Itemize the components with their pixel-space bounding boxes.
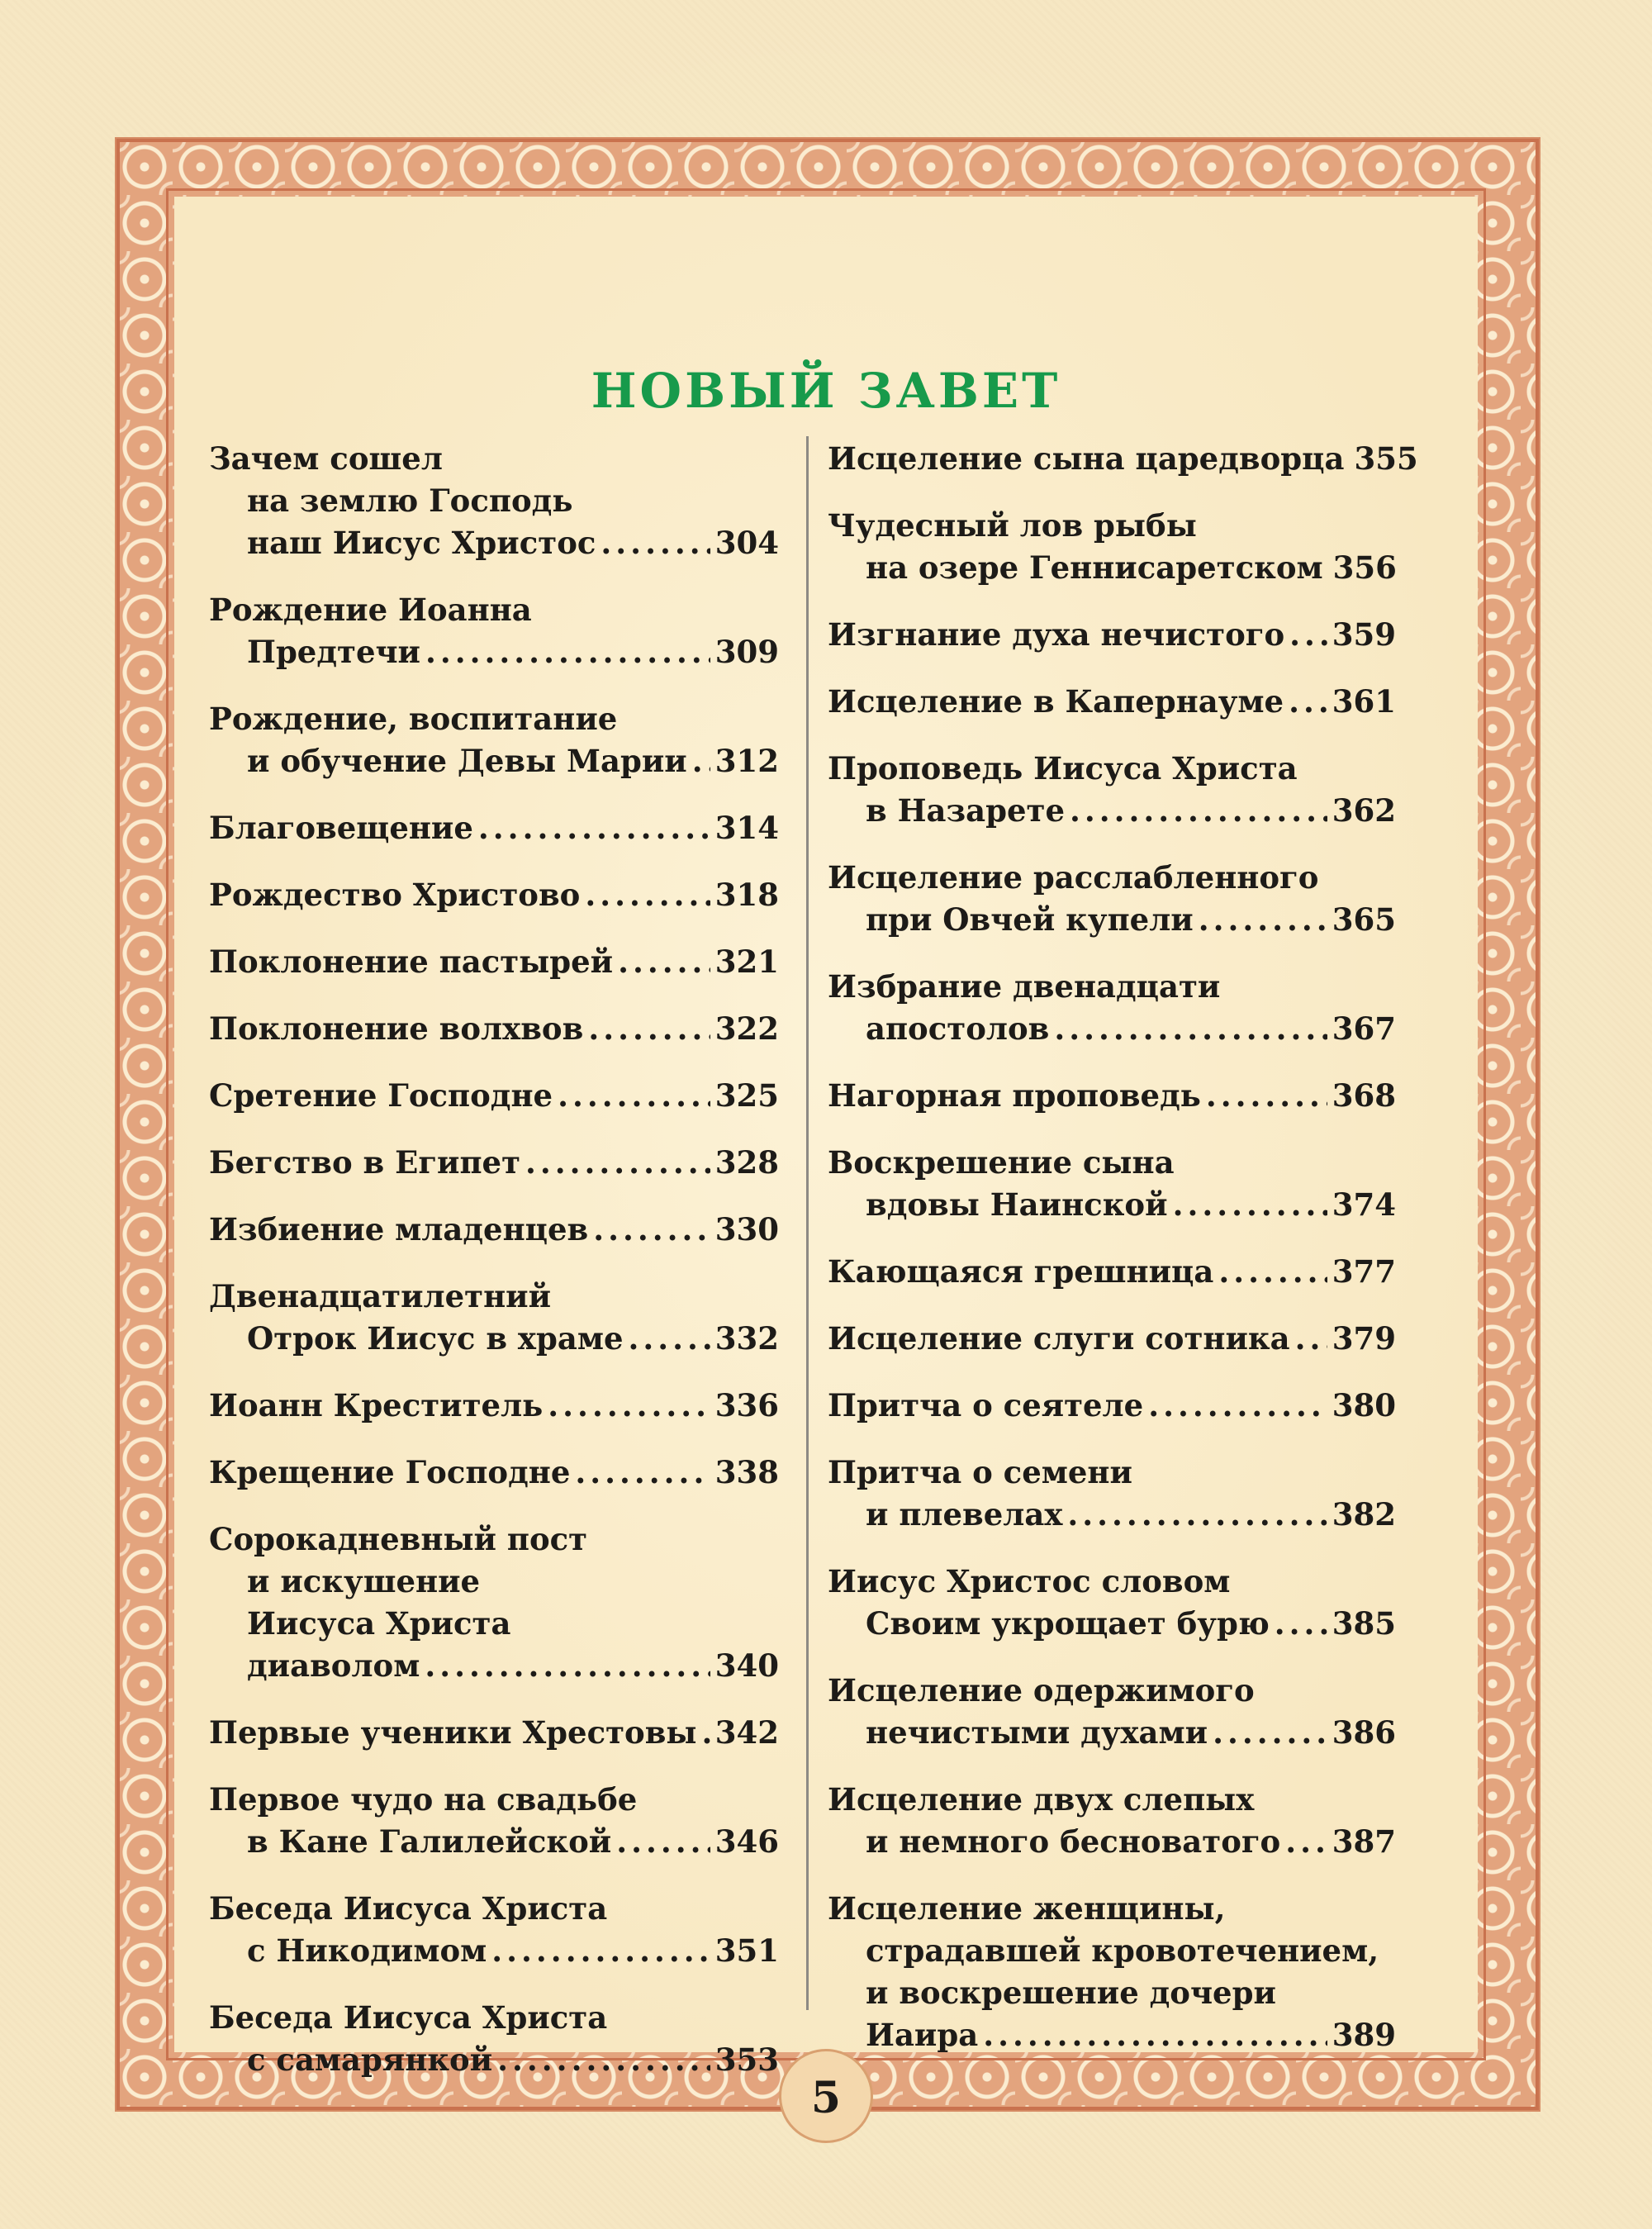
toc-entry-line: [209, 1385, 779, 1427]
dot-leader: [692, 740, 710, 782]
toc-entry-line: [828, 748, 1396, 790]
toc-entry-line: [209, 1008, 779, 1050]
toc-entry-title: в Кане Галилейской: [247, 1823, 612, 1860]
toc-entry[interactable]: [209, 1997, 779, 2081]
dot-leader: [1173, 1184, 1327, 1226]
dot-leader: [1199, 899, 1327, 941]
toc-entry-page: 377: [1332, 1253, 1396, 1290]
toc-entry[interactable]: [209, 1276, 779, 1360]
dot-leader: [1295, 1318, 1327, 1360]
toc-entry-title: Зачем сошел: [209, 440, 443, 477]
toc-entry-title: с Никодимом: [247, 1932, 487, 1969]
dot-leader: [1218, 1251, 1327, 1293]
toc-entry-line: [828, 857, 1396, 899]
dot-leader: [1289, 681, 1327, 723]
toc-entry-page: 340: [714, 1647, 779, 1684]
toc-entry-page: 362: [1332, 792, 1396, 829]
toc-entry[interactable]: [209, 941, 779, 983]
dot-leader: [497, 2039, 710, 2081]
toc-entry-title: Иисус Христос словом: [828, 1563, 1231, 1599]
page-number: 5: [779, 2049, 873, 2143]
dot-leader: [425, 1645, 710, 1687]
toc-entry[interactable]: [209, 1888, 779, 1972]
toc-entry-line: [828, 1142, 1396, 1184]
toc-entry-page: 389: [1332, 2017, 1396, 2053]
dot-leader: [1148, 1385, 1327, 1427]
toc-entry-title: Иисуса Христа: [247, 1605, 511, 1642]
toc-entry-line: [828, 1779, 1396, 1821]
toc-entry[interactable]: [209, 1712, 779, 1754]
toc-entry-page: 322: [714, 1010, 779, 1047]
toc-entry-title: Предтечи: [247, 634, 421, 670]
toc-entry-title: с самарянкой: [247, 2041, 493, 2078]
toc-entry-line: [828, 505, 1396, 547]
toc-left-column: [209, 438, 779, 2106]
toc-entry-title: Исцеление сына царедворца: [828, 440, 1345, 477]
toc-entry-title: Двенадцатилетний: [209, 1278, 552, 1314]
toc-entry-line: [828, 1561, 1396, 1603]
toc-entry-title: диаволом: [247, 1647, 420, 1684]
toc-entry-title: Сорокадневный пост: [209, 1521, 588, 1557]
toc-entry-line: [209, 1603, 779, 1645]
toc-entry-title: Иаира: [866, 2017, 979, 2053]
toc-entry[interactable]: [828, 857, 1396, 941]
dot-leader: [629, 1318, 710, 1360]
toc-entry[interactable]: [209, 1209, 779, 1251]
toc-entry[interactable]: [828, 1452, 1396, 1536]
toc-entry-page: 374: [1332, 1186, 1396, 1223]
toc-entry-page: 321: [714, 943, 779, 980]
toc-entry-line: [209, 1561, 779, 1603]
toc-entry-line: [828, 966, 1396, 1008]
toc-entry-line: [209, 1209, 779, 1251]
toc-entry-title: Рождение Иоанна: [209, 592, 532, 628]
toc-entry-title: Беседа Иисуса Христа: [209, 1890, 608, 1927]
toc-entry-page: 386: [1332, 1714, 1396, 1751]
toc-entry-line: [828, 1603, 1396, 1645]
toc-entry-line: [209, 740, 779, 782]
toc-entry-line: [828, 1075, 1396, 1117]
toc-entry-line: [209, 631, 779, 673]
toc-entry[interactable]: [828, 1561, 1396, 1645]
toc-entry-line: [828, 899, 1396, 941]
toc-entry-line: [209, 1276, 779, 1318]
toc-entry-line: [209, 522, 779, 564]
toc-entry-page: 353: [714, 2041, 779, 2078]
toc-entry-title: Проповедь Иисуса Христа: [828, 750, 1298, 787]
toc-entry-page: 318: [714, 877, 779, 913]
toc-entry-line: [209, 698, 779, 740]
dot-leader: [1070, 790, 1327, 832]
toc-entry-page: 309: [714, 634, 779, 670]
toc-entry-title: и немного бесноватого: [866, 1823, 1281, 1860]
toc-entry[interactable]: [209, 1518, 779, 1687]
toc-entry-title: наш Иисус Христос: [247, 525, 596, 561]
toc-entry[interactable]: [828, 748, 1396, 832]
toc-entry[interactable]: [209, 438, 779, 564]
toc-entry-page: 359: [1332, 616, 1396, 653]
toc-entry-title: на озере Геннисаретском: [866, 549, 1323, 586]
toc-entry-line: [828, 681, 1396, 723]
toc-entry-line: [828, 1452, 1396, 1494]
toc-entry-line: [828, 2014, 1396, 2056]
toc-entry-line: [209, 1779, 779, 1821]
dot-leader: [558, 1075, 710, 1117]
toc-entry-line: [828, 1888, 1396, 1930]
toc-entry[interactable]: [209, 1385, 779, 1427]
dot-leader: [1213, 1712, 1327, 1754]
toc-entry-title: Бегство в Египет: [209, 1144, 521, 1181]
toc-entry-page: 325: [714, 1077, 779, 1114]
toc-entry-page: 387: [1332, 1823, 1396, 1860]
toc-entry-line: [209, 1452, 779, 1494]
toc-entry-line: [828, 1712, 1396, 1754]
toc-entry-line: [828, 614, 1396, 656]
toc-entry[interactable]: [828, 1385, 1396, 1427]
toc-entry-line: [209, 1712, 779, 1754]
toc-entry-title: Поклонение пастырей: [209, 943, 614, 980]
toc-entry-page: 355: [1354, 440, 1418, 477]
toc-entry-title: Рождество Христово: [209, 877, 581, 913]
toc-entry[interactable]: [209, 1142, 779, 1184]
dot-leader: [548, 1385, 710, 1427]
toc-entry-title: и обучение Девы Марии: [247, 743, 687, 779]
toc-entry-title: Беседа Иисуса Христа: [209, 1999, 608, 2036]
dot-leader: [593, 1209, 710, 1251]
toc-entry[interactable]: [209, 1452, 779, 1494]
toc-entry-page: 304: [714, 525, 779, 561]
toc-entry[interactable]: [209, 1008, 779, 1050]
toc-entry-line: [209, 941, 779, 983]
toc-entry-page: 312: [714, 743, 779, 779]
dot-leader: [585, 874, 710, 916]
dot-leader: [1275, 1603, 1327, 1645]
section-title: НОВЫЙ ЗАВЕТ: [591, 362, 1061, 419]
toc-entry-page: 330: [714, 1211, 779, 1248]
toc-entry-line: [209, 1318, 779, 1360]
toc-entry-page: 328: [714, 1144, 779, 1181]
toc-entry-title: и плевелах: [866, 1496, 1063, 1533]
dot-leader: [478, 807, 710, 849]
toc-entry-title: Крещение Господне: [209, 1454, 571, 1490]
dot-leader: [1206, 1075, 1327, 1117]
toc-entry-title: Изгнание духа нечистого: [828, 616, 1285, 653]
toc-entry-title: Благовещение: [209, 810, 473, 846]
toc-entry-title: Притча о сеятеле: [828, 1387, 1144, 1423]
toc-entry-title: Исцеление женщины,: [828, 1890, 1226, 1927]
dot-leader: [1067, 1494, 1327, 1536]
toc-entry-title: Нагорная проповедь: [828, 1077, 1201, 1114]
toc-entry-title: Кающаяся грешница: [828, 1253, 1214, 1290]
toc-entry-page: 336: [714, 1387, 779, 1423]
toc-entry-line: [209, 1075, 779, 1117]
toc-entry-title: Избрание двенадцати: [828, 968, 1221, 1005]
dot-leader: [601, 522, 710, 564]
dot-leader: [616, 1821, 710, 1863]
toc-entry-title: апостолов: [866, 1010, 1050, 1047]
dot-leader: [575, 1452, 710, 1494]
toc-entry-page: 379: [1332, 1320, 1396, 1357]
toc-entry-title: нечистыми духами: [866, 1714, 1208, 1751]
dot-leader: [1054, 1008, 1327, 1050]
toc-entry-page: 380: [1332, 1387, 1396, 1423]
toc-entry-page: 346: [714, 1823, 779, 1860]
toc-entry[interactable]: [209, 874, 779, 916]
toc-entry-page: 314: [714, 810, 779, 846]
toc-entry[interactable]: [828, 614, 1396, 656]
toc-entry-title: Исцеление двух слепых: [828, 1781, 1255, 1818]
toc-entry-title: в Назарете: [866, 792, 1065, 829]
toc-entry-page: 382: [1332, 1496, 1396, 1533]
toc-entry-title: Иоанн Креститель: [209, 1387, 544, 1423]
toc-entry[interactable]: [828, 681, 1396, 723]
toc-entry-page: 332: [714, 1320, 779, 1357]
toc-entry-title: Притча о семени: [828, 1454, 1132, 1490]
toc-entry-title: на землю Господь: [247, 482, 573, 519]
toc-entry-page: 361: [1332, 683, 1396, 720]
toc-entry-title: Первое чудо на свадьбе: [209, 1781, 638, 1818]
dot-leader: [618, 941, 710, 983]
toc-entry-line: [209, 807, 779, 849]
toc-entry-line: [828, 1930, 1396, 1972]
toc-entry-line: [209, 1930, 779, 1972]
toc-entry-title: Исцеление одержимого: [828, 1672, 1255, 1709]
dot-leader: [525, 1142, 710, 1184]
toc-entry-line: [209, 480, 779, 522]
toc-entry-line: [828, 1008, 1396, 1050]
toc-entry-line: [828, 1184, 1396, 1226]
toc-entry-line: [209, 1645, 779, 1687]
toc-entry-page: 368: [1332, 1077, 1396, 1114]
toc-entry-page: 356: [1332, 549, 1397, 586]
dot-leader: [1289, 614, 1327, 656]
dot-leader: [983, 2014, 1327, 2056]
toc-entry[interactable]: [828, 966, 1396, 1050]
toc-entry[interactable]: [209, 1075, 779, 1117]
dot-leader: [425, 631, 710, 673]
toc-entry-line: [209, 589, 779, 631]
toc-entry-title: Избиение младенцев: [209, 1211, 589, 1248]
toc-entry-line: [828, 790, 1396, 832]
toc-entry-title: вдовы Наинской: [866, 1186, 1168, 1223]
toc-entry-line: [209, 874, 779, 916]
toc-entry-title: Своим укрощает бурю: [866, 1605, 1270, 1642]
toc-entry-title: Отрок Иисус в храме: [247, 1320, 624, 1357]
toc-entry-title: Чудесный лов рыбы: [828, 507, 1197, 544]
toc-entry[interactable]: [209, 698, 779, 782]
column-divider: [806, 436, 809, 2010]
toc-entry-title: Первые ученики Хрестовы: [209, 1714, 697, 1751]
toc-entry-title: Рождение, воспитание: [209, 701, 618, 737]
toc-entry-page: 367: [1332, 1010, 1396, 1047]
toc-entry-page: 338: [714, 1454, 779, 1490]
toc-entry-title: Поклонение волхвов: [209, 1010, 584, 1047]
toc-entry[interactable]: [828, 438, 1418, 480]
toc-entry-page: 342: [714, 1714, 779, 1751]
toc-entry[interactable]: [828, 1251, 1396, 1293]
toc-entry[interactable]: [828, 1779, 1396, 1863]
toc-entry[interactable]: [209, 589, 779, 673]
toc-entry-title: Исцеление расслабленного: [828, 859, 1319, 896]
toc-entry-page: 365: [1332, 901, 1396, 938]
toc-entry-line: [828, 1318, 1396, 1360]
toc-entry-line: [828, 1972, 1396, 2014]
toc-entry-line: [209, 1888, 779, 1930]
toc-entry-line: [209, 1518, 779, 1561]
toc-entry-title: и воскрешение дочери: [866, 1975, 1276, 2011]
toc-entry-line: [209, 1997, 779, 2039]
toc-entry-title: Исцеление в Капернауме: [828, 683, 1284, 720]
toc-entry-line: [209, 1142, 779, 1184]
toc-entry[interactable]: [828, 1888, 1396, 2056]
toc-entry-line: [828, 1494, 1396, 1536]
toc-entry-title: Исцеление слуги сотника: [828, 1320, 1290, 1357]
toc-entry[interactable]: [828, 1075, 1396, 1117]
toc-entry[interactable]: [828, 505, 1396, 589]
toc-entry-line: [828, 1385, 1396, 1427]
toc-entry[interactable]: [828, 1318, 1396, 1360]
toc-entry[interactable]: [209, 1779, 779, 1863]
toc-entry-page: 351: [714, 1932, 779, 1969]
dot-leader: [588, 1008, 710, 1050]
toc-entry-title: страдавшей кровотечением,: [866, 1932, 1379, 1969]
toc-entry-page: 385: [1332, 1605, 1396, 1642]
toc-entry-line: [209, 2039, 779, 2081]
toc-entry-line: [828, 1821, 1396, 1863]
toc-entry-line: [828, 1670, 1396, 1712]
toc-entry-line: [209, 438, 779, 480]
toc-entry-title: Воскрешение сына: [828, 1144, 1175, 1181]
toc-entry-title: при Овчей купели: [866, 901, 1194, 938]
toc-entry[interactable]: [828, 1142, 1396, 1226]
dot-leader: [1285, 1821, 1327, 1863]
toc-right-column: [828, 438, 1418, 2081]
toc-entry[interactable]: [828, 1670, 1396, 1754]
toc-entry-line: [209, 1821, 779, 1863]
toc-entry[interactable]: [209, 807, 779, 849]
toc-entry-line: [828, 438, 1418, 480]
toc-entry-line: [828, 547, 1396, 589]
dot-leader: [702, 1712, 710, 1754]
toc-entry-title: и искушение: [247, 1563, 481, 1599]
toc-entry-line: [828, 1251, 1396, 1293]
toc-entry-title: Сретение Господне: [209, 1077, 553, 1114]
dot-leader: [491, 1930, 710, 1972]
